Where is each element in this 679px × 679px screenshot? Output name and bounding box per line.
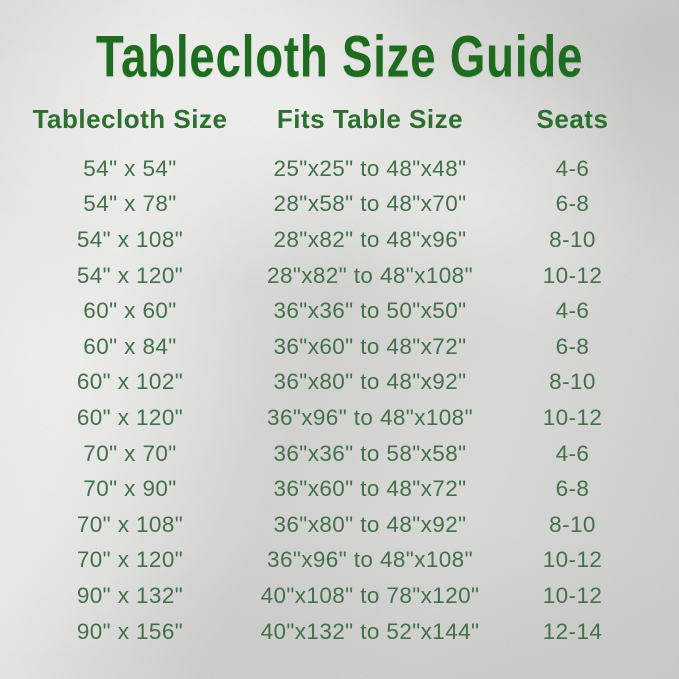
seats-cell: 6-8 [555,333,590,359]
fits-table-size-cell: 40"x132" to 52"x144" [260,618,480,644]
tablecloth-size-cell: 54" x 54" [83,155,177,181]
seats-cell: 10-12 [542,547,603,573]
header-seats: Seats [536,103,609,134]
seats-cell: 10-12 [542,262,603,288]
seats-cell: 8-10 [549,511,596,537]
tablecloth-size-cell: 54" x 78" [83,191,177,217]
seats-cell: 4-6 [555,440,590,466]
table-row [20,222,679,258]
table-row [20,614,679,650]
tablecloth-size-cell: 60" x 102" [76,369,184,395]
table-row [20,293,679,329]
tablecloth-size-cell: 54" x 120" [76,262,184,288]
fits-table-size-cell: 25"x25" to 48"x48" [273,155,467,181]
table-row [20,436,679,472]
table-row [20,578,679,614]
seats-cell: 12-14 [542,618,603,644]
seats-cell: 10-12 [542,404,603,430]
seats-cell: 6-8 [555,476,590,502]
table-row [20,507,679,543]
fits-table-size-cell: 28"x82" to 48"x96" [273,226,467,252]
tablecloth-size-cell: 60" x 84" [83,333,177,359]
fits-table-size-cell: 28"x58" to 48"x70" [273,191,467,217]
tablecloth-size-cell: 70" x 90" [83,476,177,502]
table-row [20,365,679,401]
table-row [20,187,679,223]
tablecloth-size-cell: 60" x 120" [76,404,184,430]
fits-table-size-cell: 36"x36" to 50"x50" [273,298,467,324]
page-title: Tablecloth Size Guide [95,24,584,90]
header-tablecloth-size: Tablecloth Size [32,103,228,134]
fits-table-size-cell: 36"x80" to 48"x92" [273,511,467,537]
fits-table-size-cell: 36"x36" to 58"x58" [273,440,467,466]
fits-table-size-cell: 28"x82" to 48"x108" [267,262,473,288]
seats-cell: 4-6 [555,155,590,181]
tablecloth-size-cell: 70" x 108" [76,511,184,537]
table-row [20,151,679,187]
table-row [20,329,679,365]
fits-table-size-cell: 36"x80" to 48"x92" [273,369,467,395]
fits-table-size-cell: 36"x60" to 48"x72" [273,476,467,502]
tablecloth-size-cell: 90" x 156" [76,618,184,644]
table-row [20,543,679,579]
size-table-body [0,151,679,649]
tablecloth-size-cell: 90" x 132" [76,582,184,608]
fits-table-size-cell: 36"x96" to 48"x108" [267,547,473,573]
table-row [20,471,679,507]
seats-cell: 10-12 [542,582,603,608]
table-row [20,400,679,436]
tablecloth-size-cell: 70" x 70" [83,440,177,466]
seats-cell: 4-6 [555,298,590,324]
fits-table-size-cell: 40"x108" to 78"x120" [260,582,480,608]
table-row [20,258,679,294]
fits-table-size-cell: 36"x60" to 48"x72" [273,333,467,359]
table-header-row [20,100,679,138]
seats-cell: 8-10 [549,226,596,252]
tablecloth-size-cell: 54" x 108" [76,226,184,252]
fits-table-size-cell: 36"x96" to 48"x108" [267,404,473,430]
tablecloth-size-cell: 60" x 60" [83,298,177,324]
seats-cell: 8-10 [549,369,596,395]
seats-cell: 6-8 [555,191,590,217]
tablecloth-size-cell: 70" x 120" [76,547,184,573]
header-fits-table-size: Fits Table Size [276,103,464,134]
